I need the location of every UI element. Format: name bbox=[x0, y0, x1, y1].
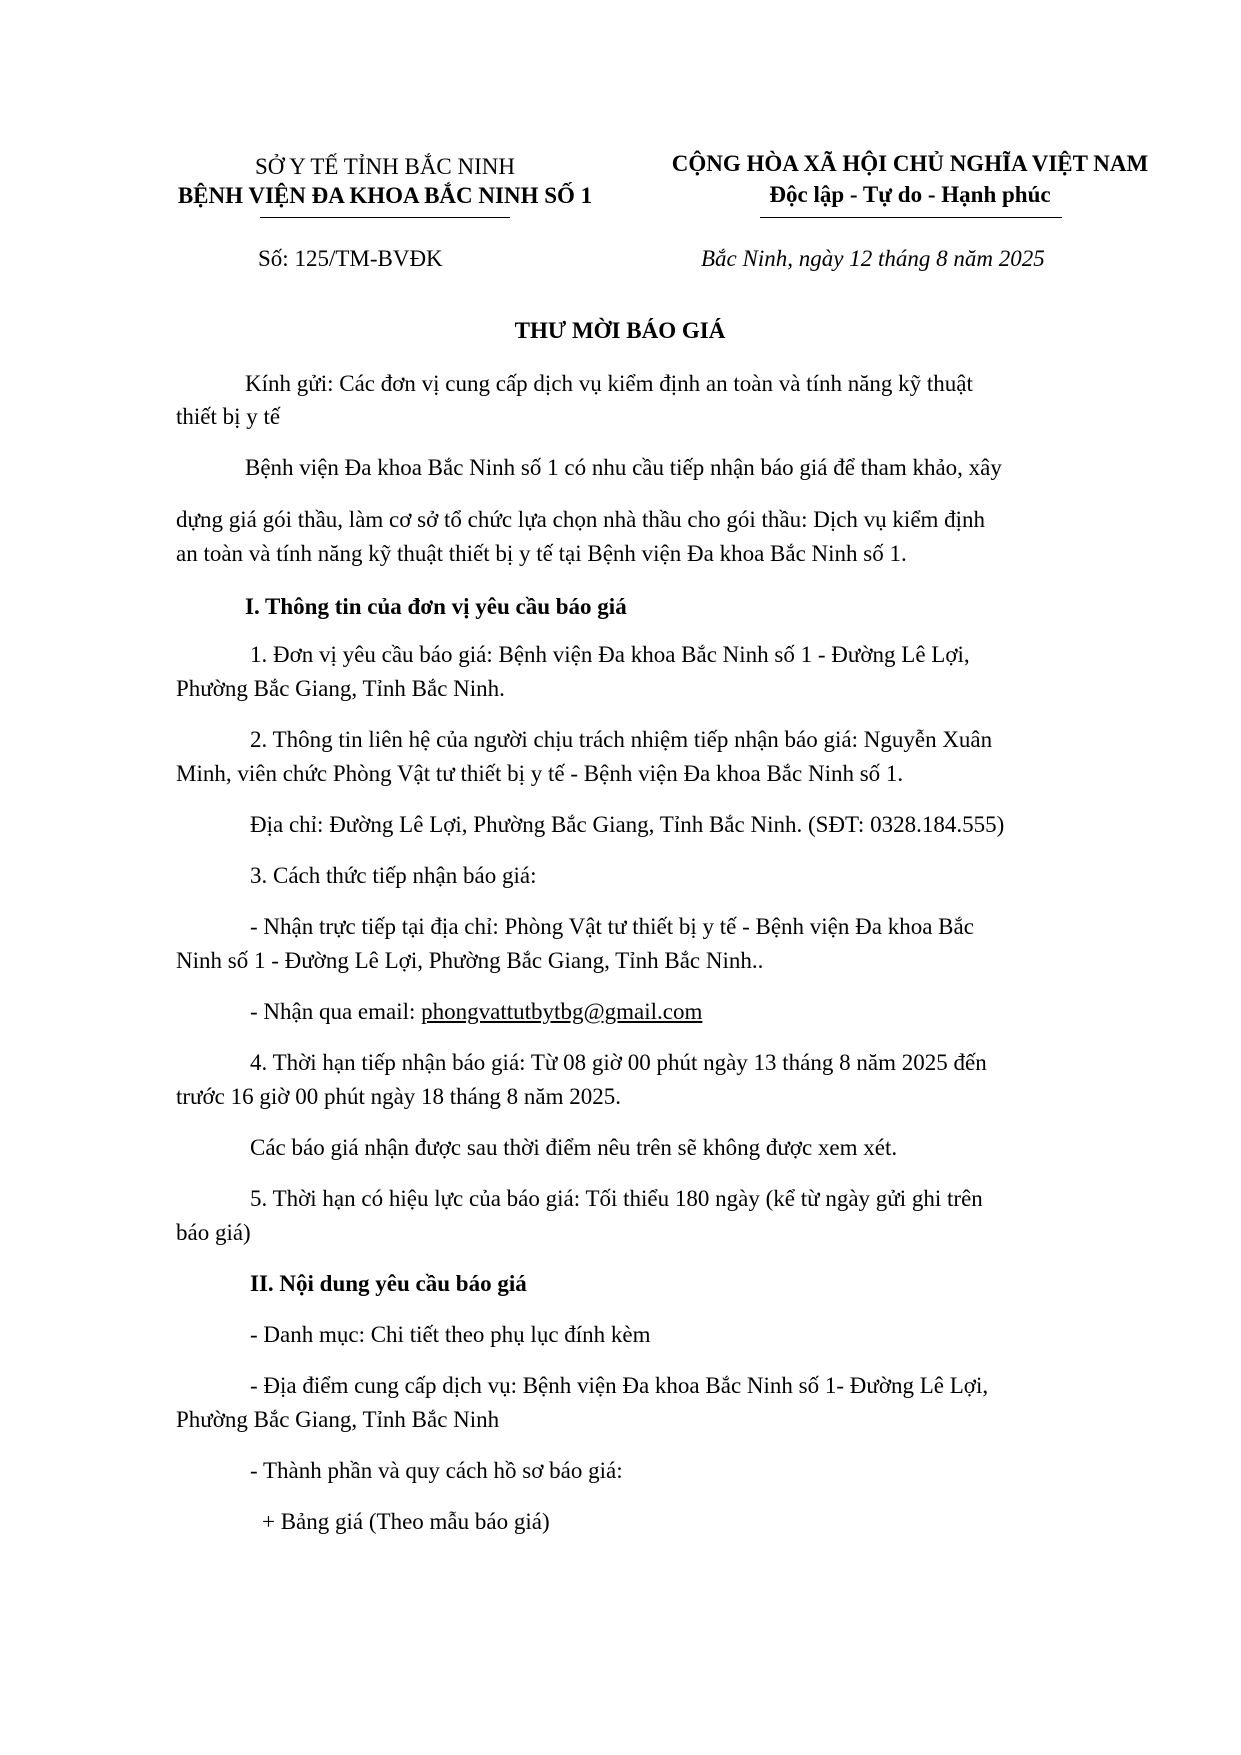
item-1-line-2: Phường Bắc Giang, Tỉnh Bắc Ninh. bbox=[176, 676, 505, 701]
section-1-heading: I. Thông tin của đơn vị yêu cầu báo giá bbox=[245, 594, 627, 619]
item-2-line-2: Minh, viên chức Phòng Vật tư thiết bị y tế - Bệnh viện Đa khoa Bắc Ninh số 1. bbox=[176, 761, 904, 786]
service-location-line-2: Phường Bắc Giang, Tỉnh Bắc Ninh bbox=[176, 1407, 500, 1432]
email-prefix: - Nhận qua email: bbox=[250, 999, 422, 1024]
header-agency: SỞ Y TẾ TỈNH BẮC NINH bbox=[254, 154, 516, 179]
item-4-line-2: trước 16 giờ 00 phút ngày 18 tháng 8 năm 2025. bbox=[176, 1084, 621, 1109]
contact-address: Địa chỉ: Đường Lê Lợi, Phường Bắc Giang, Tỉnh Bắc Ninh. (SĐT: 0328.184.555) bbox=[250, 812, 1005, 837]
doc-ref-suffix: /TM-BVĐK bbox=[328, 246, 443, 271]
direct-receipt-line-2: Ninh số 1 - Đường Lê Lợi, Phường Bắc Giang, Tỉnh Bắc Ninh.. bbox=[176, 948, 764, 973]
header-left-underline bbox=[260, 217, 510, 218]
recipient-line-2: thiết bị y tế bbox=[176, 404, 281, 429]
intro-line-1: Bệnh viện Đa khoa Bắc Ninh số 1 có nhu cầu tiếp nhận báo giá để tham khảo, xây bbox=[245, 455, 1002, 480]
section-2-heading: II. Nội dung yêu cầu báo giá bbox=[250, 1271, 527, 1296]
email-link[interactable]: phongvattutbytbg@gmail.com bbox=[421, 999, 703, 1024]
header-right-underline bbox=[760, 217, 1062, 218]
item-1-line-1: 1. Đơn vị yêu cầu báo giá: Bệnh viện Đa khoa Bắc Ninh số 1 - Đường Lê Lợi, bbox=[250, 642, 970, 667]
date-rest: tháng 8 năm 2025 bbox=[877, 246, 1045, 271]
header-nation: CỘNG HÒA XÃ HỘI CHỦ NGHĨA VIỆT NAM bbox=[671, 151, 1149, 176]
late-submission-note: Các báo giá nhận được sau thời điểm nêu trên sẽ không được xem xét. bbox=[250, 1135, 898, 1160]
date-prefix: Bắc Ninh, ngày bbox=[701, 246, 844, 271]
item-2-line-1: 2. Thông tin liên hệ của người chịu trách nhiệm tiếp nhận báo giá: Nguyễn Xuân bbox=[250, 727, 993, 752]
email-receipt bbox=[250, 999, 702, 1025]
item-5-line-1: 5. Thời hạn có hiệu lực của báo giá: Tối thiểu 180 ngày (kể từ ngày gửi ghi trên bbox=[250, 1186, 983, 1211]
direct-receipt-line-1: - Nhận trực tiếp tại địa chỉ: Phòng Vật tư thiết bị y tế - Bệnh viện Đa khoa Bắc bbox=[250, 914, 974, 939]
date-day: 12 bbox=[849, 246, 873, 271]
item-4-line-1: 4. Thời hạn tiếp nhận báo giá: Từ 08 giờ 00 phút ngày 13 tháng 8 năm 2025 đến bbox=[250, 1050, 987, 1075]
item-3: 3. Cách thức tiếp nhận báo giá: bbox=[250, 863, 537, 888]
service-location-line-1: - Địa điểm cung cấp dịch vụ: Bệnh viện Đa khoa Bắc Ninh số 1- Đường Lê Lợi, bbox=[250, 1373, 989, 1398]
intro-line-2: dựng giá gói thầu, làm cơ sở tổ chức lựa chọn nhà thầu cho gói thầu: Dịch vụ kiểm định bbox=[176, 507, 986, 532]
doc-reference bbox=[258, 246, 443, 272]
intro-line-3: an toàn và tính năng kỹ thuật thiết bị y tế tại Bệnh viện Đa khoa Bắc Ninh số 1. bbox=[176, 541, 907, 566]
recipient-line-1: Kính gửi: Các đơn vị cung cấp dịch vụ kiểm định an toàn và tính năng kỹ thuật bbox=[245, 371, 973, 396]
components-line: - Thành phần và quy cách hồ sơ báo giá: bbox=[250, 1458, 623, 1483]
page-title: THƯ MỜI BÁO GIÁ bbox=[514, 318, 726, 343]
item-5-line-2: báo giá) bbox=[176, 1220, 251, 1245]
doc-date bbox=[701, 246, 1045, 272]
doc-ref-number: 125 bbox=[294, 246, 329, 271]
doc-ref-prefix: Số: bbox=[258, 246, 289, 271]
header-hospital: BỆNH VIỆN ĐA KHOA BẮC NINH SỐ 1 bbox=[177, 183, 593, 208]
catalog-line: - Danh mục: Chi tiết theo phụ lục đính kèm bbox=[250, 1322, 651, 1347]
price-table-line: + Bảng giá (Theo mẫu báo giá) bbox=[262, 1509, 550, 1534]
header-motto: Độc lập - Tự do - Hạnh phúc bbox=[769, 182, 1051, 207]
